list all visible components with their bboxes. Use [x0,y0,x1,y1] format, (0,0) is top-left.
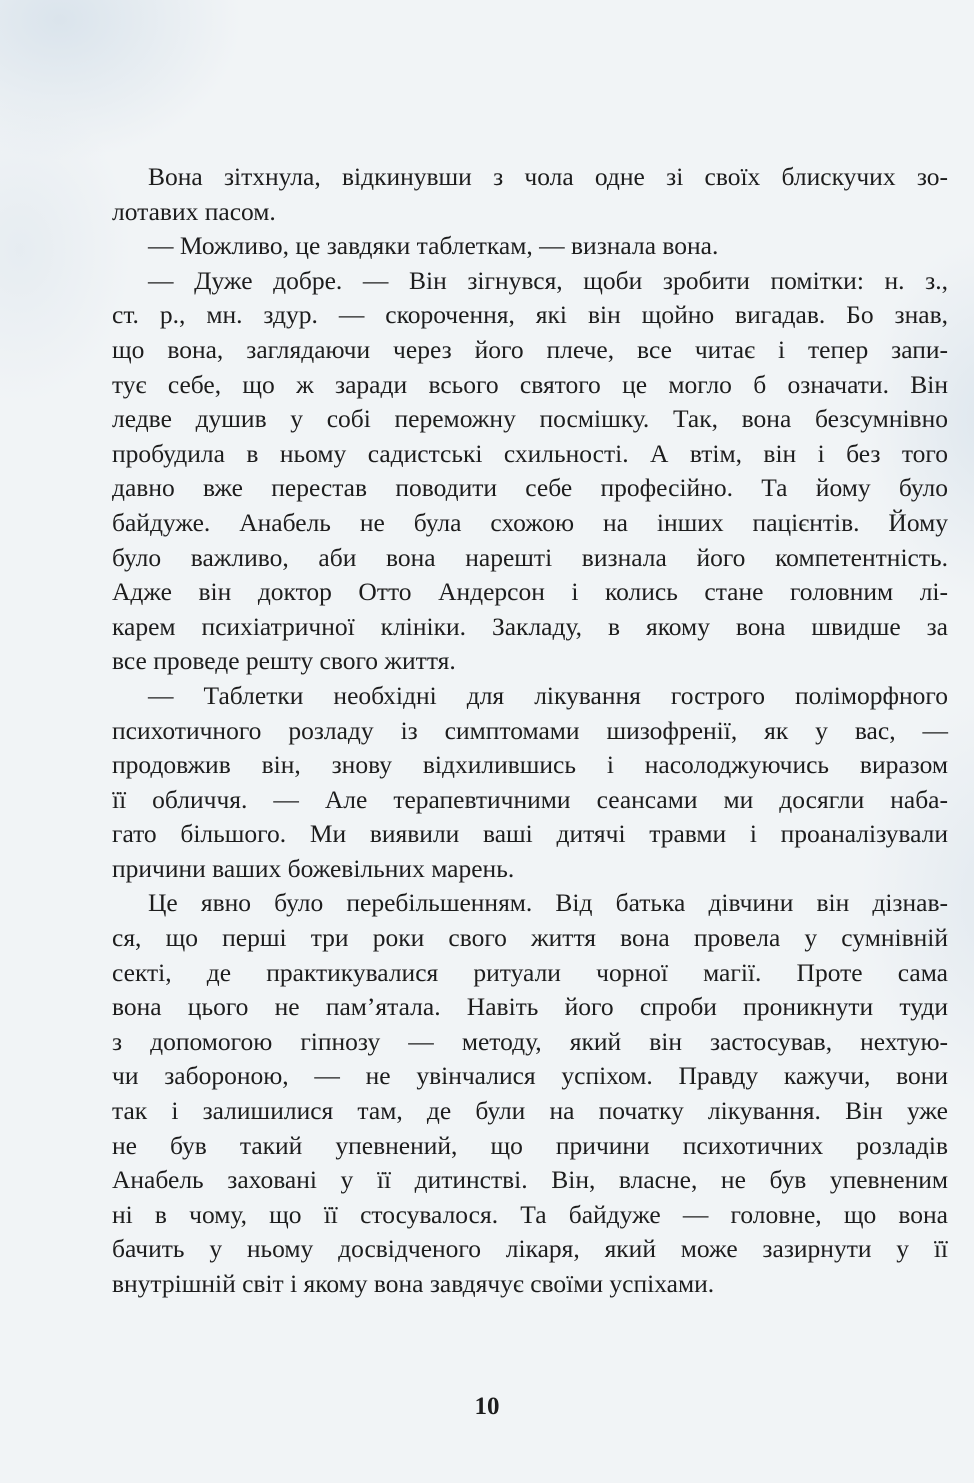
text-line: що вона, заглядаючи через його плече, все читає і тепер запи- [112,334,948,364]
text-line: чи забороною, — не увінчалися успіхом. Правду кажучи, вони [112,1061,948,1091]
paragraph [112,229,948,264]
text-line: — Дуже добре. — Він зігнувся, щоби зробити помітки: н. з., [148,265,948,295]
text-line: вона цього не пам’ятала. Навіть його спроби проникнути туди [112,992,948,1022]
text-line: не був такий упевнений, що причини психотичних розладів [112,1130,948,1160]
text-line: гато більшого. Ми виявили ваші дитячі травми і проаналізували [112,819,948,849]
text-line: її обличчя. — Але терапевтичними сеансами ми досягли наба- [112,784,948,814]
text-line: бачить у ньому досвідченого лікаря, який може зазирнути у її [112,1234,948,1264]
text-line: внутрішній світ і якому вона завдячує своїми успіхами. [112,1269,715,1298]
text-line: психотичного розладу із симптомами шизофренії, як у вас, — [112,715,948,745]
text-line: все проведе решту свого життя. [112,646,456,676]
paragraph [112,264,948,679]
text-line: карем психіатричної клініки. Закладу, в якому вона швидше за [112,611,948,641]
text-line: — Таблетки необхідні для лікування гострого поліморфного [148,680,948,710]
paragraph [112,679,948,887]
text-line: ст. р., мн. здур. — скорочення, які він щойно вигадав. Бо знав, [112,300,948,330]
text-line: ледве душив у собі переможну посмішку. Так, вона безсумнівно [112,404,948,434]
text-line: Анабель заховані у її дитинстві. Він, власне, не був упевненим [112,1165,948,1195]
text-line: причини ваших божевільних марень. [112,853,515,883]
text-line: — Можливо, це завдяки таблеткам, — визнала вона. [148,231,719,261]
body-text [112,160,948,1302]
text-line: з допомогою гіпнозу — методу, який він застосував, нехтую- [112,1026,948,1056]
text-line: було важливо, аби вона нарешті визнала його компетентність. [112,542,948,572]
text-line: так і залишилися там, де були на початку лікування. Він уже [112,1096,948,1126]
text-line: пробудила в ньому садистські схильності. А втім, він і без того [112,438,948,468]
text-line: лотавих пасом. [112,196,276,226]
text-line: ні в чому, що її стосувалося. Та байдуже — головне, що вона [112,1199,948,1229]
text-line: ся, що перші три роки свого життя вона провела у сумнівній [112,923,948,953]
text-line: давно вже перестав поводити себе професійно. Та йому було [112,473,948,503]
text-line: секті, де практикувалися ритуали чорної магії. Проте сама [112,957,948,987]
paragraph [112,160,948,229]
text-line: байдуже. Анабель не була схожою на інших пацієнтів. Йому [112,507,948,537]
text-line: Вона зітхнула, відкинувши з чола одне зі своїх блискучих зо- [148,162,948,191]
text-line: Це явно було перебільшенням. Від батька дівчини він дізнав- [148,888,948,918]
text-line: тує себе, що ж заради всього святого це могло б означати. Він [112,369,948,399]
page-number: 10 [474,1393,500,1420]
text-line: продовжив він, знову відхилившись і насолоджуючись виразом [112,750,948,780]
paragraph [112,886,948,1301]
text-line: Адже він доктор Отто Андерсон і колись стане головним лі- [112,577,948,607]
